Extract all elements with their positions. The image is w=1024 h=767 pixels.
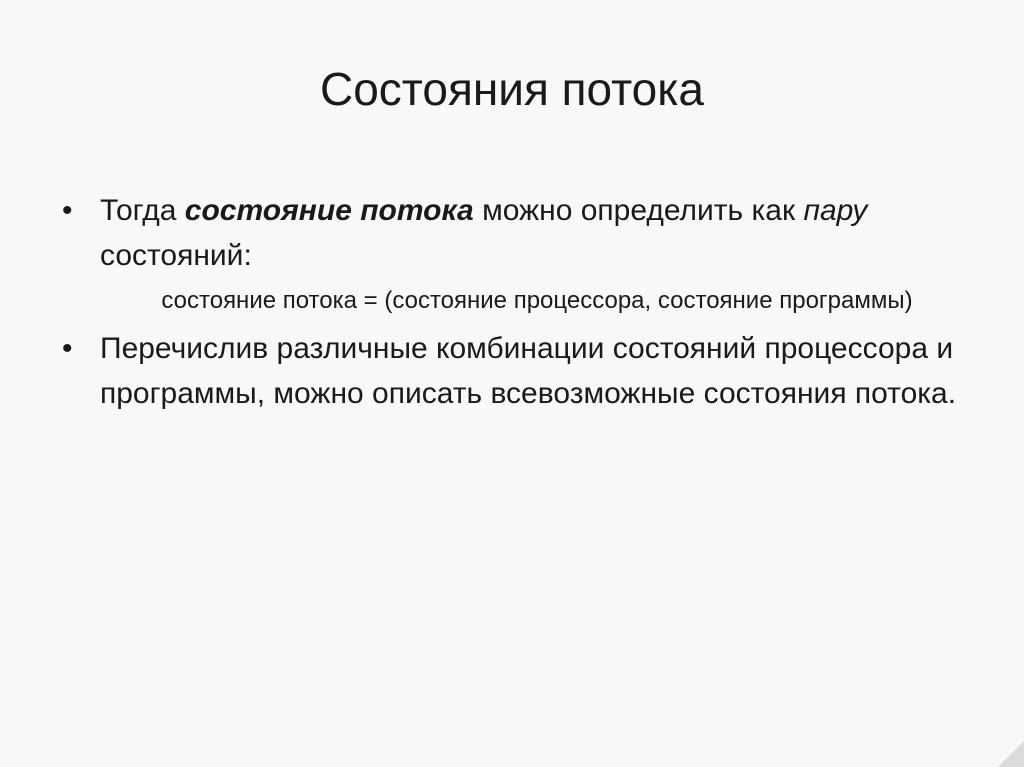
bullet-text-middle: можно определить как: [473, 194, 804, 227]
bullet-italic-word: пару: [803, 194, 868, 227]
bullet-marker: •: [62, 332, 73, 366]
definition-line: состояние потока = (состояние процессора, состояние программы): [161, 287, 913, 314]
page-corner-shadow: [998, 741, 1024, 767]
bullet-marker: •: [62, 194, 73, 227]
bullet-text: Перечислив различные комбинации состояний процессора и программы, можно описать всевозможные состояния потока.: [100, 332, 957, 411]
slide-content: [62, 188, 962, 416]
bullet-item-1: [62, 188, 962, 278]
bullet-text-before: Тогда: [100, 194, 185, 227]
bullet-emphasis: состояние потока: [184, 194, 474, 227]
slide-title: Состояния потока: [320, 63, 704, 115]
bullet-item-2: [62, 326, 962, 416]
bullet-text-after: состояний:: [100, 239, 252, 272]
